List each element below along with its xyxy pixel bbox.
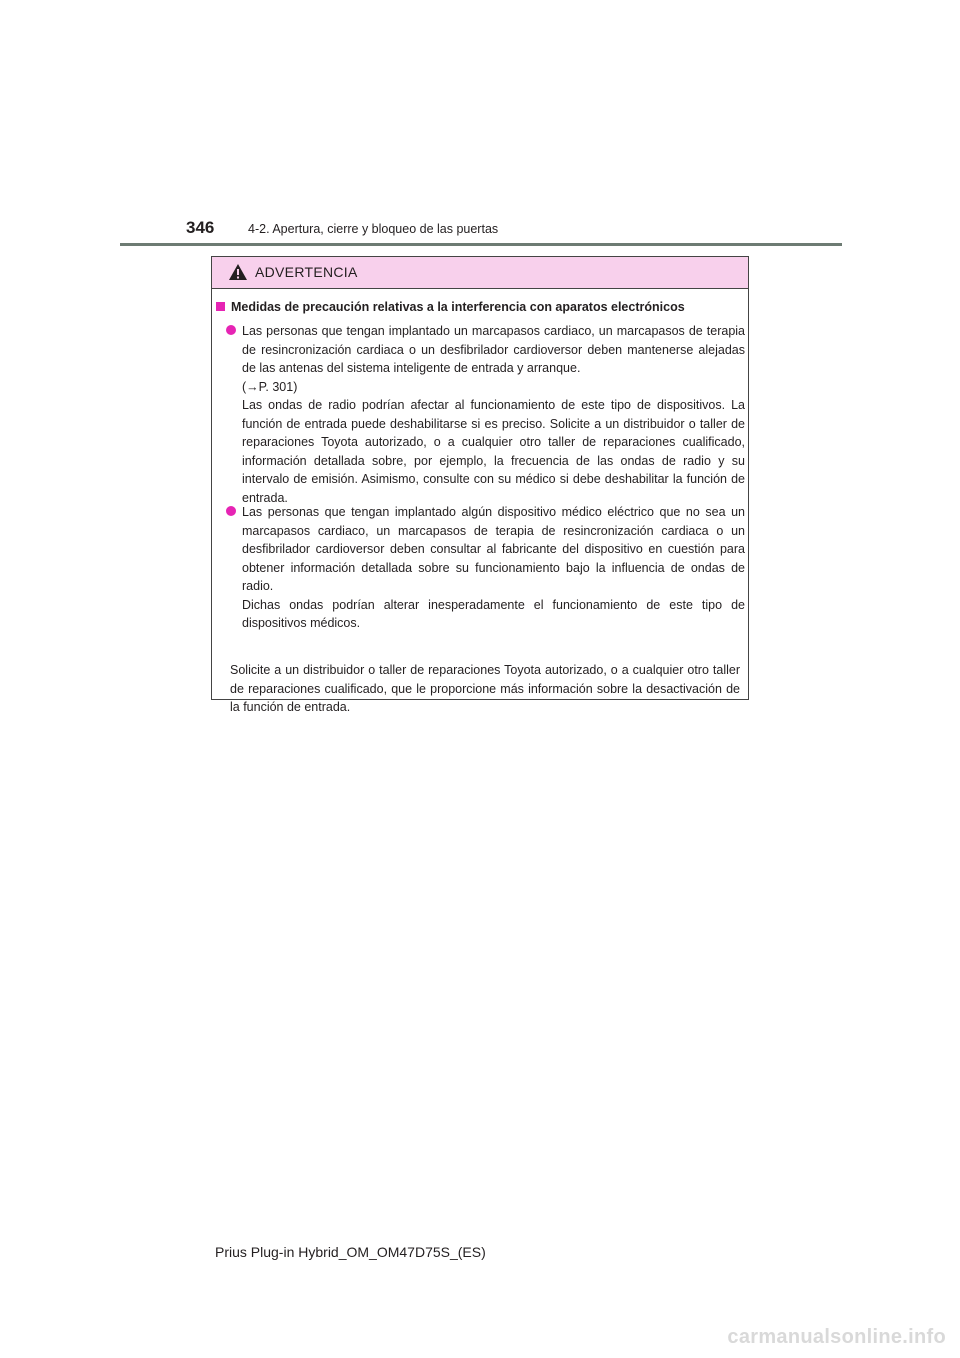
list-item xyxy=(226,322,745,507)
list-item-body xyxy=(242,322,745,507)
warning-header xyxy=(212,257,748,289)
watermark: carmanualsonline.info xyxy=(727,1326,946,1348)
section-title: 4-2. Apertura, cierre y bloqueo de las puertas xyxy=(248,222,499,236)
warning-title: ADVERTENCIA xyxy=(255,264,358,280)
subheading-text: Medidas de precaución relativas a la interferencia con aparatos electrónicos xyxy=(231,300,685,314)
page-number: 346 xyxy=(186,218,215,237)
list-item-text: Las personas que tengan implantado algún dispositivo médico eléctrico que no sea un marcapasos cardiaco, un marcapasos de terapia de resincronización cardiaca o un desfibrilador cardioversor deben consultar al fabricante del dispositivo en cuestión para obtener información detallada sobre su funcionamiento bajo la influencia de ondas de radio. xyxy=(242,505,745,593)
list-item-text: Las ondas de radio podrían afectar al funcionamiento de este tipo de dispositivos. La función de entrada puede deshabilitarse si es preciso. Solicite a un distribuidor o taller de reparaciones Toyota autorizado, o a cualquier otro taller de reparaciones cualificado, información detallada sobre, por ejemplo, la frecuencia de las ondas de radio y su intervalo de emisión. Asimismo, consulte con su médico si debe deshabilitar la función de entrada. xyxy=(242,398,745,505)
warning-subheading xyxy=(216,300,685,314)
page-reference-link[interactable]: (→P. 301) xyxy=(242,379,298,394)
footer-doc-id: Prius Plug-in Hybrid_OM_OM47D75S_(ES) xyxy=(215,1244,486,1260)
bullet-dot-icon xyxy=(226,325,236,335)
list-item xyxy=(226,503,745,633)
list-item-text: Las personas que tengan implantado un marcapasos cardiaco, un marcapasos de terapia de resincronización cardiaca o un desfibrilador cardioversor deben mantenerse alejadas de las antenas del sistema inteligente de entrada y arranque. xyxy=(242,324,745,375)
list-item-body xyxy=(242,503,745,633)
warning-box xyxy=(211,256,749,714)
closing-paragraph: Solicite a un distribuidor o taller de reparaciones Toyota autorizado, o a cualquier otro taller de reparaciones cualificado, que le proporcione más información sobre la desactivación de la función de entrada. xyxy=(230,663,740,714)
header-rule xyxy=(120,243,842,246)
bullet-dot-icon xyxy=(226,506,236,516)
list-item-text: Dichas ondas podrían alterar inesperadamente el funcionamiento de este tipo de dispositivos médicos. xyxy=(242,597,745,630)
warning-triangle-icon xyxy=(228,263,248,281)
square-bullet-icon xyxy=(216,302,225,311)
